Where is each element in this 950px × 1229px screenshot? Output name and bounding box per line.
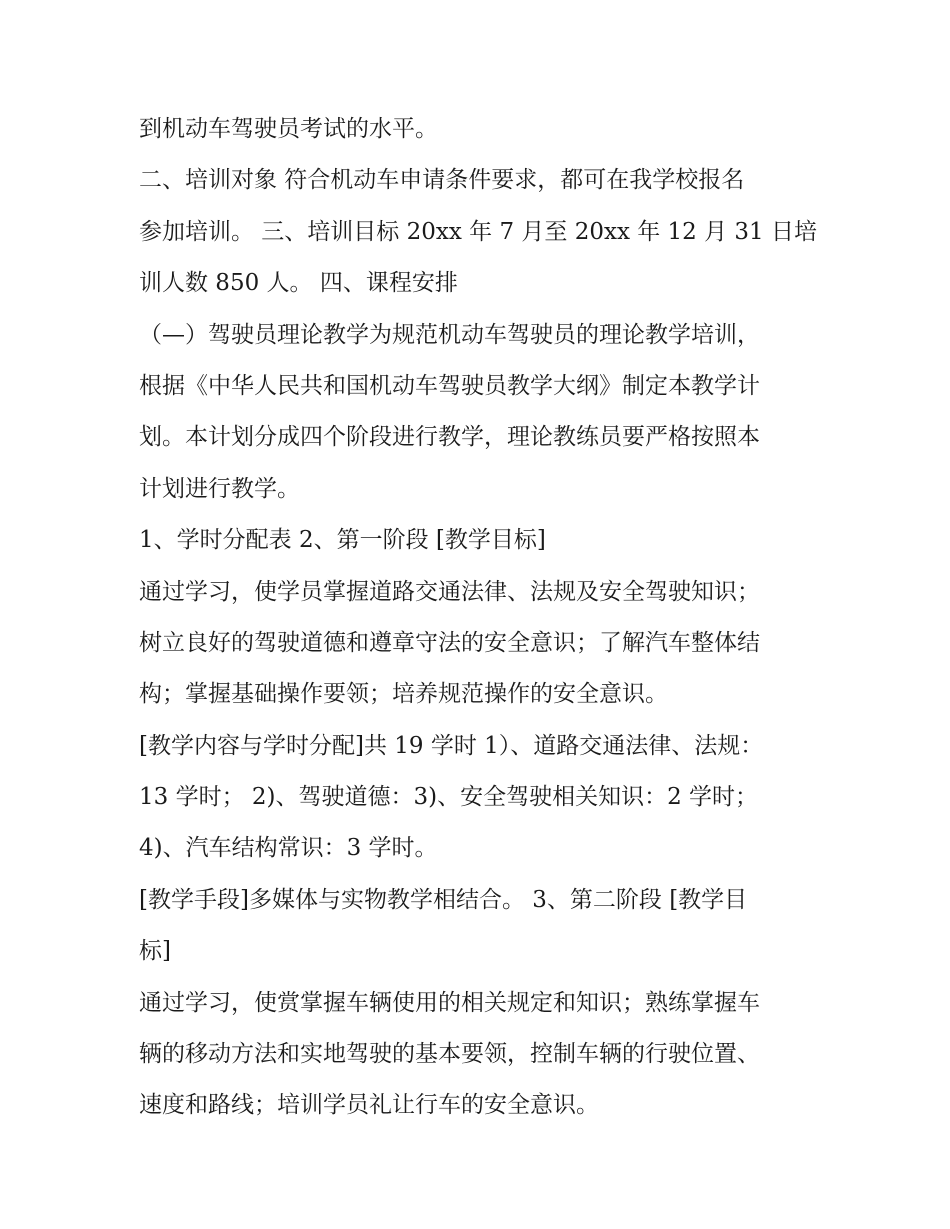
text-line: 树立良好的驾驶道德和遵章守法的安全意识；了解汽车整体结 bbox=[139, 629, 760, 656]
text-line: 二、培训对象 符合机动车申请条件要求，都可在我学校报名 bbox=[139, 167, 745, 194]
text-line: 1、学时分配表 2、第一阶段 [教学目标] bbox=[139, 527, 546, 554]
text-line: 4)、汽车结构常识：3 学时。 bbox=[139, 835, 438, 862]
text-line: 通过学习，使赏掌握车辆使用的相关规定和知识；熟练掌握车 bbox=[139, 989, 760, 1016]
text-line: 构；掌握基础操作要领；培养规范操作的安全意识。 bbox=[139, 681, 668, 708]
text-line: 根据《中华人民共和国机动车驾驶员教学大纲》制定本教学计 bbox=[139, 372, 760, 399]
text-line: 计划进行教学。 bbox=[139, 475, 300, 502]
text-line: 通过学习，使学员掌握道路交通法律、法规及安全驾驶知识； bbox=[139, 578, 760, 605]
text-line: 训人数 850 人。 四、课程安排 bbox=[139, 270, 458, 297]
text-line: 13 学时； 2)、驾驶道德：3)、安全驾驶相关知识：2 学时； bbox=[139, 784, 759, 811]
text-line: [教学内容与学时分配]共 19 学时 1）、道路交通法律、法规： bbox=[139, 732, 764, 759]
text-line: 速度和路线；培训学员礼让行车的安全意识。 bbox=[139, 1092, 599, 1119]
document-body bbox=[139, 104, 829, 1132]
text-line: 辆的移动方法和实地驾驶的基本要领，控制车辆的行驶位置、 bbox=[139, 1041, 760, 1068]
text-line: 参加培训。 三、培训目标 20xx 年 7 月至 20xx 年 12 月 31 日培 bbox=[139, 218, 818, 245]
text-line: [教学手段]多媒体与实物教学相结合。 3、第二阶段 [教学目 bbox=[139, 886, 748, 913]
text-line: 划。本计划分成四个阶段进行教学，理论教练员要严格按照本 bbox=[139, 424, 760, 451]
text-line: 到机动车驾驶员考试的水平。 bbox=[139, 116, 438, 142]
text-line: （—）驾驶员理论教学为规范机动车驾驶员的理论教学培训， bbox=[139, 321, 760, 348]
text-line: 标] bbox=[139, 938, 171, 965]
